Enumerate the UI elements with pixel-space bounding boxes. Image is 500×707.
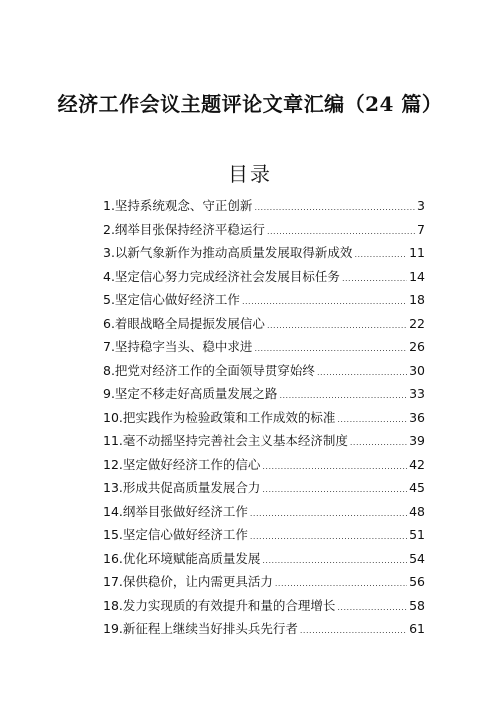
- toc-entry-text: 13.形成共促高质量发展合力: [103, 480, 261, 495]
- toc-entry-10[interactable]: [103, 408, 425, 432]
- toc-entry-9[interactable]: [103, 384, 425, 408]
- toc-entry-text: 7.坚持稳字当头、稳中求进: [103, 339, 253, 354]
- toc-entry-7[interactable]: [103, 337, 425, 361]
- toc-entry-12[interactable]: [103, 455, 425, 479]
- toc-leader-dots: [242, 297, 407, 306]
- toc-entry-text: 8.把党对经济工作的全面领导贯穿始终: [103, 362, 315, 378]
- toc-page-number: 14: [409, 268, 425, 284]
- toc-leader-dots: [350, 438, 407, 447]
- toc-page-number: 30: [409, 362, 425, 378]
- toc-page-number: 22: [409, 315, 425, 331]
- toc-entry-13[interactable]: [103, 478, 425, 502]
- toc-entry-8[interactable]: [103, 361, 425, 385]
- toc-entry-text: 15.坚定信心做好经济工作: [103, 527, 248, 542]
- page-title: 经济工作会议主题评论文章汇编（24 篇）: [57, 92, 443, 116]
- toc-leader-dots: [262, 462, 407, 471]
- toc-entry-text: 5.坚定信心做好经济工作: [103, 292, 240, 307]
- toc-entry-text: 3.以新气象新作为推动高质量发展取得新成效: [103, 245, 353, 260]
- toc-entry-1[interactable]: [103, 196, 425, 220]
- toc-entry-18[interactable]: [103, 596, 425, 620]
- toc-leader-dots: [262, 485, 407, 494]
- toc-entry-19[interactable]: [103, 619, 425, 643]
- toc-leader-dots: [342, 274, 407, 283]
- toc-entry-text: 4.坚定信心努力完成经济社会发展目标任务: [103, 268, 340, 284]
- toc-leader-dots: [279, 391, 407, 400]
- toc-entry-text: 14.纲举目张做好经济工作: [103, 503, 248, 519]
- toc-leader-dots: [267, 321, 407, 330]
- toc-page-number: 36: [409, 409, 425, 425]
- toc-entry-text: 12.坚定做好经济工作的信心: [103, 456, 261, 472]
- toc-entry-4[interactable]: [103, 267, 425, 291]
- table-of-contents: [103, 196, 425, 643]
- toc-entry-text: 18.发力实现质的有效提升和量的合理增长: [103, 597, 336, 613]
- toc-entry-text: 6.着眼战略全局提振发展信心: [103, 315, 265, 331]
- toc-leader-dots: [300, 626, 407, 635]
- toc-entry-11[interactable]: [103, 431, 425, 455]
- toc-entry-text: 19.新征程上继续当好排头兵先行者: [103, 621, 298, 636]
- toc-page-number: 42: [409, 456, 425, 472]
- toc-page-number: 7: [417, 221, 425, 237]
- toc-leader-dots: [275, 579, 407, 588]
- toc-entry-2[interactable]: [103, 220, 425, 244]
- toc-leader-dots: [254, 344, 407, 353]
- toc-page-number: 51: [409, 527, 425, 542]
- toc-entry-6[interactable]: [103, 314, 425, 338]
- toc-entry-17[interactable]: [103, 572, 425, 596]
- toc-page-number: 58: [409, 597, 425, 613]
- toc-page-number: 54: [409, 550, 425, 566]
- toc-entry-text: 16.优化环境赋能高质量发展: [103, 550, 261, 566]
- toc-entry-15[interactable]: [103, 525, 425, 549]
- toc-page-number: 61: [409, 621, 425, 636]
- toc-entry-3[interactable]: [103, 243, 425, 267]
- toc-entry-16[interactable]: [103, 549, 425, 573]
- toc-page-number: 11: [409, 245, 425, 260]
- toc-page-number: 39: [409, 433, 425, 448]
- toc-leader-dots: [267, 227, 415, 236]
- toc-entry-5[interactable]: [103, 290, 425, 314]
- toc-entry-text: 17.保供稳价，让内需更具活力: [103, 574, 273, 589]
- toc-entry-text: 2.纲举目张保持经济平稳运行: [103, 221, 265, 237]
- toc-leader-dots: [250, 532, 407, 541]
- toc-leader-dots: [337, 603, 407, 612]
- toc-page-number: 45: [409, 480, 425, 495]
- toc-heading: 目录: [228, 162, 272, 186]
- toc-leader-dots: [254, 203, 415, 212]
- toc-entry-text: 1.坚持系统观念、守正创新: [103, 198, 253, 213]
- toc-leader-dots: [317, 368, 407, 377]
- toc-leader-dots: [250, 509, 407, 518]
- toc-page-number: 48: [409, 503, 425, 519]
- toc-leader-dots: [354, 250, 407, 259]
- toc-page-number: 33: [409, 386, 425, 401]
- toc-entry-text: 10.把实践作为检验政策和工作成效的标准: [103, 409, 336, 425]
- toc-entry-text: 9.坚定不移走好高质量发展之路: [103, 386, 278, 401]
- toc-entry-14[interactable]: [103, 502, 425, 526]
- toc-page-number: 18: [409, 292, 425, 307]
- toc-leader-dots: [337, 415, 407, 424]
- toc-page-number: 56: [409, 574, 425, 589]
- toc-page-number: 26: [409, 339, 425, 354]
- toc-page-number: 3: [417, 198, 425, 213]
- toc-entry-text: 11.毫不动摇坚持完善社会主义基本经济制度: [103, 433, 348, 448]
- toc-leader-dots: [262, 556, 407, 565]
